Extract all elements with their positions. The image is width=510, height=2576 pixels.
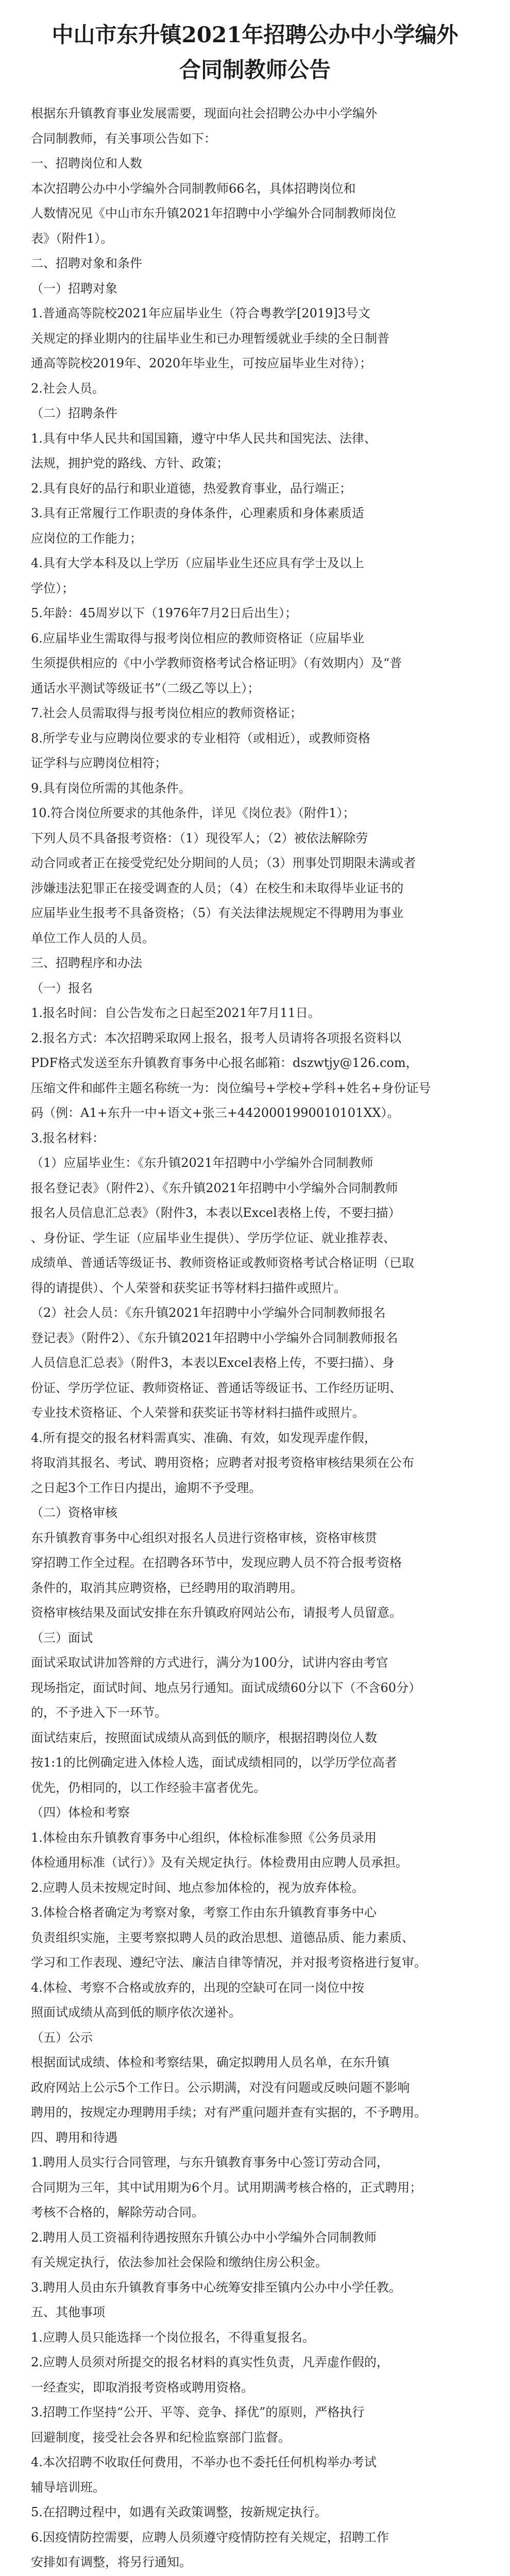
body-line: 根据面试成绩、体检和考察结果，确定拟聘用人员名单，在东升镇	[31, 2055, 389, 2070]
body-line: 10.符合岗位所要求的其他条件，详见《岗位表》（附件1）；	[31, 806, 355, 820]
title-line: 合同制教师公告	[179, 57, 331, 82]
body-line: 有关规定执行，依法参加社会保险和缴纳住房公积金。	[31, 2255, 328, 2269]
body-line: 合同制教师，有关事项公告如下：	[31, 131, 216, 146]
body-line: 1.报名时间：自公告发布之日起至2021年7月11日。	[31, 1006, 320, 1020]
body-line: 通高等院校2019年、2020年毕业生，可按应届毕业生对待）；	[31, 356, 372, 370]
body-line: 回避制度，接受社会各界和纪检监察部门监督。	[31, 2430, 291, 2445]
body-line: 2.应聘人员须对所提交的报名材料的真实性负责，凡弄虚作假的，	[31, 2355, 389, 2369]
body-line: 专业技术资格证、个人荣誉和获奖证书等材料扫描件或照片。	[31, 1405, 365, 1420]
body-line: 辅导培训班。	[31, 2480, 105, 2495]
body-line: 表》（附件1）。	[31, 231, 113, 246]
body-line: 政府网站上公示5个工作日。公示期满，对没有问题或反映问题不影响	[31, 2080, 410, 2095]
body-line: 2.社会人员。	[31, 381, 105, 396]
body-line: 3.具有正常履行工作职责的身体条件，心理素质和身体素质适	[31, 506, 364, 520]
body-line: 份证、学历学位证、教师资格证、普通话等级证书、工作经历证明、	[31, 1380, 402, 1395]
body-line: 2.报名方式：本次招聘采取网上报名，报考人员请将各项报名资料以	[31, 1030, 401, 1045]
body-line: 6.因疫情防控需要，应聘人员须遵守疫情防控有关规定，招聘工作	[31, 2530, 389, 2545]
body-line: 四、聘用和待遇	[31, 2130, 117, 2145]
body-line: 本次招聘公办中小学编外合同制教师66名，具体招聘岗位和	[31, 181, 356, 196]
body-line: 4.所有提交的报名材料需真实、准确、有效，如发现弄虚作假，	[31, 1430, 377, 1445]
body-line: 安排如有调整，将另行通知。	[31, 2555, 192, 2569]
body-line: （一）报名	[31, 980, 93, 995]
body-line: 4.具有大学本科及以上学历（应届毕业生还应具有学士及以上	[31, 556, 364, 570]
body-line: 面试结束后，按照面试成绩从高到低的顺序，根据招聘岗位人数	[31, 1730, 377, 1745]
body-line: 生须提供相应的《中小学教师资格考试合格证明》（有效期内）及“普	[31, 656, 402, 670]
body-line: 一经查实，即取消报考资格或聘用资格。	[31, 2380, 253, 2395]
body-line: 下列人员不具备报考资格：（1）现役军人；（2）被依法解除劳	[31, 831, 368, 845]
body-line: 压缩文件和邮件主题名称统一为：岗位编号+学校+学科+姓名+身份证号	[31, 1080, 431, 1095]
body-line: 通话水平测试等级证书”（二级乙等以上）；	[31, 681, 260, 696]
body-line: 照面试成绩从高到低的顺序依次递补。	[31, 2005, 241, 2020]
body-line: 1.普通高等院校2021年应届毕业生（符合粤教学[2019]3号文	[31, 306, 371, 320]
body-line: 8.所学专业与应聘岗位要求的专业相符（或相近），或教师资格	[31, 731, 370, 745]
body-line: 人员信息汇总表》（附件3，本表以Excel表格上传，不要扫描）、身	[31, 1355, 395, 1370]
body-line: 2.具有良好的品行和职业道德，热爱教育事业，品行端正；	[31, 481, 352, 496]
title-line: 中山市东升镇2021年招聘公办中小学编外	[52, 22, 458, 47]
body-line: 得的请提供）、个人荣誉和获奖证书等材料扫描件或照片。	[31, 1280, 346, 1295]
body-line: 3.招聘工作坚持“公开、平等、竞争、择优”的原则，严格执行	[31, 2405, 365, 2419]
body-line: 二、招聘对象和条件	[31, 256, 142, 270]
body-line: 聘用的，按规定办理聘用手续；对有严重问题并查有实据的，不予聘用。	[31, 2105, 427, 2120]
body-line: 优先，仍相同的，以工作经验丰富者优先。	[31, 1780, 266, 1795]
body-line: 证学科与应聘岗位相符；	[31, 756, 167, 770]
body-line: 关规定的择业期内的往届毕业生和已办理暂缓就业手续的全日制普	[31, 331, 389, 346]
body-line: （四）体检和考察	[31, 1805, 130, 1820]
body-line: 现场指定，面试时间、地点另行通知。面试成绩60分以下（不含60分）	[31, 1680, 421, 1695]
body-line: 3.体检合格者确定为考察对象，考察工作由东升镇教育事务中心	[31, 1905, 377, 1920]
body-line: 体检通用标准（试行）》及有关规定执行。体检费用由应聘人员承担。	[31, 1855, 408, 1870]
body-line: 报名登记表》（附件2）、《东升镇2021年招聘中小学编外合同制教师	[31, 1180, 398, 1195]
body-line: 9.具有岗位所需的其他条件。	[31, 781, 191, 795]
body-line: 面试采取试讲加答辩的方式进行，满分为100分，试讲内容由考官	[31, 1655, 388, 1670]
body-line: 人数情况见《中山市东升镇2021年招聘中小学编外合同制教师岗位	[31, 206, 397, 221]
document-body	[31, 101, 479, 2576]
body-line: 3.聘用人员由东升镇教育事务中心统筹安排至镇内公办中小学任教。	[31, 2280, 401, 2295]
body-line: 法规，拥护党的路线、方针、政策；	[31, 456, 229, 470]
body-line: 的，不予进入下一环节。	[31, 1705, 167, 1720]
body-line: 学习和工作表现、遵纪守法、廉洁自律等情况，并对报考资格进行复审。	[31, 1955, 427, 1970]
body-line: 按1:1的比例确定进入体检人选，面试成绩相同的，以学历学位高者	[31, 1755, 397, 1770]
body-line: PDF格式发送至东升镇教育事务中心报名邮箱：dszwtjy@126.com，	[31, 1056, 418, 1070]
body-line: 将取消其报名、考试、聘用资格；应聘者对报考资格审核结果须在公布	[31, 1455, 414, 1470]
body-line: 、身份证、学生证（应届毕业生提供）、学历学位证、就业推荐表、	[31, 1230, 396, 1245]
body-line: 条件的，取消其应聘资格，已经聘用的取消聘用。	[31, 1580, 303, 1595]
body-line: 成绩单、普通话等级证书、教师资格证或教师资格考试合格证明（已取	[31, 1256, 414, 1270]
body-line: 5.在招聘过程中，如遇有关政策调整，按新规定执行。	[31, 2505, 327, 2519]
body-line: 单位工作人员的人员。	[31, 930, 155, 945]
body-line: 7.社会人员需取得与报考岗位相应的教师资格证；	[31, 706, 302, 720]
body-line: 应岗位的工作能力；	[31, 531, 142, 546]
body-line: 登记表》（附件2）、《东升镇2021年招聘中小学编外合同制教师报名	[31, 1330, 398, 1345]
body-line: 6.应届毕业生需取得与报考岗位相应的教师资格证（应届毕业	[31, 631, 364, 646]
document-title	[31, 18, 479, 88]
body-line: 合同期为三年，其中试用期为6个月。试用期满考核合格的，正式聘用；	[31, 2180, 422, 2195]
body-line: 3.报名材料：	[31, 1130, 105, 1145]
body-line: 之日起3个工作日内提出，逾期不予受理。	[31, 1480, 262, 1495]
body-line: 三、招聘程序和办法	[31, 956, 142, 970]
body-line: （五）公示	[31, 2030, 93, 2045]
body-line: （二）资格审核	[31, 1505, 117, 1520]
body-line: 应届毕业生报考不具备资格；（5）有关法律法规规定不得聘用为事业	[31, 906, 404, 920]
body-line: 1.应聘人员只能选择一个岗位报名，不得重复报名。	[31, 2330, 315, 2345]
body-line: （1）应届毕业生：《东升镇2021年招聘中小学编外合同制教师	[31, 1156, 373, 1170]
body-line: 根据东升镇教育事业发展需要，现面向社会招聘公办中小学编外	[31, 106, 377, 121]
body-line: 1.体检由东升镇教育事务中心组织，体检标准参照《公务员录用	[31, 1830, 377, 1845]
body-line: 考核不合格的，解除劳动合同。	[31, 2205, 204, 2219]
body-line: 涉嫌违法犯罪正在接受调查的人员；（4）在校生和未取得毕业证书的	[31, 880, 404, 895]
body-line: 1.具有中华人民共和国国籍，遵守中华人民共和国宪法、法律、	[31, 431, 377, 446]
body-line: 码（例：A1+东升一中+语文+张三+4420001990010101XX）。	[31, 1106, 400, 1120]
body-line: 4.体检、考察不合格或放弃的，出现的空缺可在同一岗位中按	[31, 1980, 364, 1995]
body-line: （一）招聘对象	[31, 281, 117, 296]
body-line: 报名人员信息汇总表》（附件3，本表以Excel表格上传，不要扫描）	[31, 1206, 401, 1220]
body-line: 动合同或者正在接受党纪处分期间的人员；（3）刑事处罚期限未满或者	[31, 856, 416, 870]
body-line: 资格审核结果及面试安排在东升镇政府网站公布，请报考人员留意。	[31, 1605, 402, 1620]
body-line: 东升镇教育事务中心组织对报名人员进行资格审核，资格审核贯	[31, 1530, 377, 1545]
body-line: （二）招聘条件	[31, 406, 117, 420]
body-line: 学位）；	[31, 581, 74, 596]
body-line: 一、招聘岗位和人数	[31, 156, 142, 171]
body-line: 4.本次招聘不收取任何费用，不举办也不委托任何机构举办考试	[31, 2455, 377, 2469]
body-line: 1.聘用人员实行合同管理，与东升镇教育事务中心签订劳动合同，	[31, 2155, 389, 2170]
body-line: 2.应聘人员未按规定时间、地点参加体检的，视为放弃体检。	[31, 1880, 364, 1895]
body-line: 穿招聘工作全过程。在招聘各环节中，发现应聘人员不符合报考资格	[31, 1555, 402, 1570]
body-line: 5.年龄：45周岁以下（1976年7月2日后出生）；	[31, 606, 298, 620]
body-line: 负责组织实施，主要考察拟聘人员的政治思想、道德品质、能力素质、	[31, 1930, 414, 1945]
body-line: 2.聘用人员工资福利待遇按照东升镇公办中小学编外合同制教师	[31, 2230, 377, 2245]
body-line: （三）面试	[31, 1630, 93, 1645]
body-line: 五、其他事项	[31, 2305, 105, 2319]
body-line: （2）社会人员：《东升镇2021年招聘中小学编外合同制教师报名	[31, 1306, 386, 1320]
